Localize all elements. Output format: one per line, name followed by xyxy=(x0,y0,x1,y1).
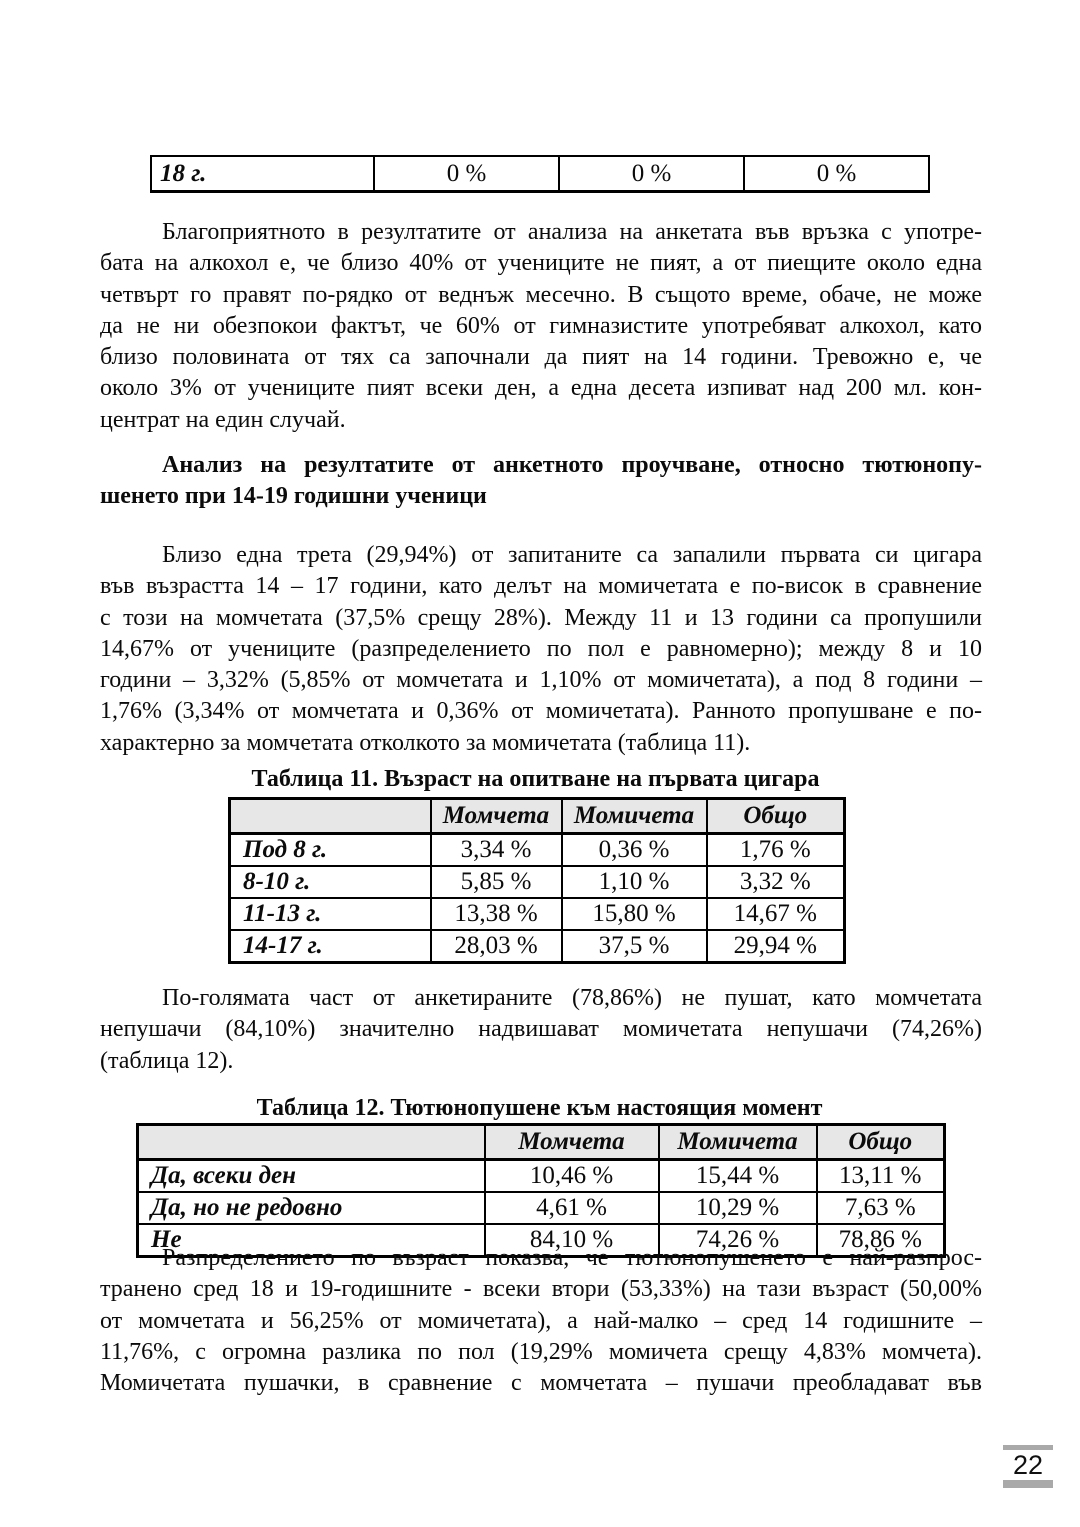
cell-value: 1,10 % xyxy=(562,866,707,898)
paragraph-line: характерно за момчетата отколкото за момичетата (таблица 11). xyxy=(100,729,751,756)
row-value: 0 % xyxy=(559,156,744,192)
table12-header-total: Общо xyxy=(817,1125,945,1160)
paragraph-line: Благоприятното в резултатите от анализа на анкетата във връзка с употре- xyxy=(162,219,982,245)
row-value: 0 % xyxy=(374,156,559,192)
table12 xyxy=(136,1123,946,1258)
table12-caption: Таблица 12. Тютюнопушене към настоящия момент xyxy=(256,1095,823,1121)
cell-value: 10,46 % xyxy=(485,1160,659,1193)
row-label: 11-13 г. xyxy=(230,898,431,930)
cell-value: 4,61 % xyxy=(485,1192,659,1224)
paragraph-alcohol xyxy=(100,217,982,436)
row-label: 8-10 г. xyxy=(230,866,431,898)
paragraph-line: близо половината от тях са започнали да пият на 14 години. Тревожно е, че xyxy=(100,344,982,371)
table12-header-empty xyxy=(138,1125,485,1160)
section-heading xyxy=(100,450,982,513)
paragraph-line: 11,76%, с огромна разлика по пол (19,29% момичета срещу 4,83% момчета). xyxy=(100,1338,982,1365)
table-row xyxy=(138,1160,945,1193)
paragraph-line: от момчетата и 56,25% от момичетата), а най-малко – сред 14 годишните – xyxy=(100,1307,982,1334)
paragraph-line: 1,76% (3,34% от момчетата и 0,36% от момичетата). Ранното пропушване е по- xyxy=(100,698,982,725)
row-label: Да, но не редовно xyxy=(138,1192,485,1224)
cell-value: 37,5 % xyxy=(562,930,707,963)
table11-header-girls: Момичета xyxy=(562,799,707,834)
table-row xyxy=(151,156,929,192)
row-value: 0 % xyxy=(744,156,929,192)
cell-value: 84,10 % xyxy=(485,1224,659,1257)
paragraph-line: четвърт го правят по-рядко от веднъж месечно. В същото време, обаче, не може xyxy=(100,281,982,308)
paragraph-age-distribution xyxy=(100,1243,982,1399)
cell-value: 3,32 % xyxy=(707,866,845,898)
paragraph-line: във възрастта 14 – 17 години, като делът на момичетата е по-висок в сравнение xyxy=(100,573,982,600)
paragraph-line: 14,67% от учениците (разпределението по пол е равномерно); между 8 и 10 xyxy=(100,635,982,662)
table-row xyxy=(138,1192,945,1224)
paragraph-line: Разпределението по възраст показва, че тютюнопушенето е най-разпрос- xyxy=(162,1245,982,1271)
paragraph-line: Момичетата пушачки, в сравнение с момчетата – пушачи преобладават във xyxy=(100,1370,982,1397)
table-row xyxy=(230,930,845,963)
page-number-bottom-rule xyxy=(1003,1480,1053,1488)
paragraph-line: По-голямата част от анкетираните (78,86%) не пушат, като момчетата xyxy=(162,985,982,1011)
paragraph-line: да не ни обезпокои фактът, че 60% от гимназистите употребяват алкохол, като xyxy=(100,312,982,339)
paragraph-line: транено сред 18 и 19-годишните - всеки втори (53,33%) на тази възраст (50,00% xyxy=(100,1276,982,1303)
cell-value: 29,94 % xyxy=(707,930,845,963)
row-label: Не xyxy=(138,1224,485,1257)
row-label: Да, всеки ден xyxy=(138,1160,485,1193)
cell-value: 0,36 % xyxy=(562,834,707,867)
page-number: 22 xyxy=(1012,1450,1044,1480)
table11-caption: Таблица 11. Възраст на опитване на първата цигара xyxy=(251,766,820,792)
heading-line: Анализ на резултатите от анкетното проучване, относно тютюнопу- xyxy=(162,452,982,478)
paragraph-line: (таблица 12). xyxy=(100,1047,234,1074)
heading-line: шенето при 14-19 годишни ученици xyxy=(100,483,487,510)
cell-value: 28,03 % xyxy=(431,930,562,963)
cell-value: 13,38 % xyxy=(431,898,562,930)
paragraph-first-cigarette xyxy=(100,540,982,759)
continued-table xyxy=(150,155,930,193)
table11-header-row xyxy=(230,799,845,834)
paragraph-line: непушачи (84,10%) значително надвишават момичетата непушачи (74,26%) xyxy=(100,1016,982,1043)
paragraph-nonsmokers xyxy=(100,983,982,1077)
paragraph-line: години – 3,32% (5,85% от момчетата и 1,10% от момичетата), а под 8 години – xyxy=(100,667,982,694)
cell-value: 15,80 % xyxy=(562,898,707,930)
paragraph-line: центрат на един случай. xyxy=(100,406,346,433)
cell-value: 14,67 % xyxy=(707,898,845,930)
cell-value: 78,86 % xyxy=(817,1224,945,1257)
row-label: Под 8 г. xyxy=(230,834,431,867)
cell-value: 5,85 % xyxy=(431,866,562,898)
cell-value: 15,44 % xyxy=(659,1160,817,1193)
table11 xyxy=(228,797,846,964)
cell-value: 74,26 % xyxy=(659,1224,817,1257)
cell-value: 13,11 % xyxy=(817,1160,945,1193)
row-label: 14-17 г. xyxy=(230,930,431,963)
paragraph-line: с този на момчетата (37,5% срещу 28%). Между 11 и 13 години са пропушили xyxy=(100,604,982,631)
row-label: 18 г. xyxy=(151,156,374,192)
table12-header-boys: Момчета xyxy=(485,1125,659,1160)
cell-value: 10,29 % xyxy=(659,1192,817,1224)
paragraph-line: бата на алкохол е, че близо 40% от учениците не пият, а от пиещите около една xyxy=(100,250,982,277)
paragraph-line: Близо една трета (29,94%) от запитаните са запалили първата си цигара xyxy=(162,542,982,568)
cell-value: 3,34 % xyxy=(431,834,562,867)
table11-header-empty xyxy=(230,799,431,834)
table-row xyxy=(230,834,845,867)
table11-header-boys: Момчета xyxy=(431,799,562,834)
paragraph-line: около 3% от учениците пият всеки ден, а една десета изпиват над 200 мл. кон- xyxy=(100,375,982,402)
table-row xyxy=(230,866,845,898)
table12-header-girls: Момичета xyxy=(659,1125,817,1160)
cell-value: 1,76 % xyxy=(707,834,845,867)
table12-header-row xyxy=(138,1125,945,1160)
page-number-badge xyxy=(1003,1445,1053,1488)
cell-value: 7,63 % xyxy=(817,1192,945,1224)
table11-header-total: Общо xyxy=(707,799,845,834)
table-row xyxy=(230,898,845,930)
